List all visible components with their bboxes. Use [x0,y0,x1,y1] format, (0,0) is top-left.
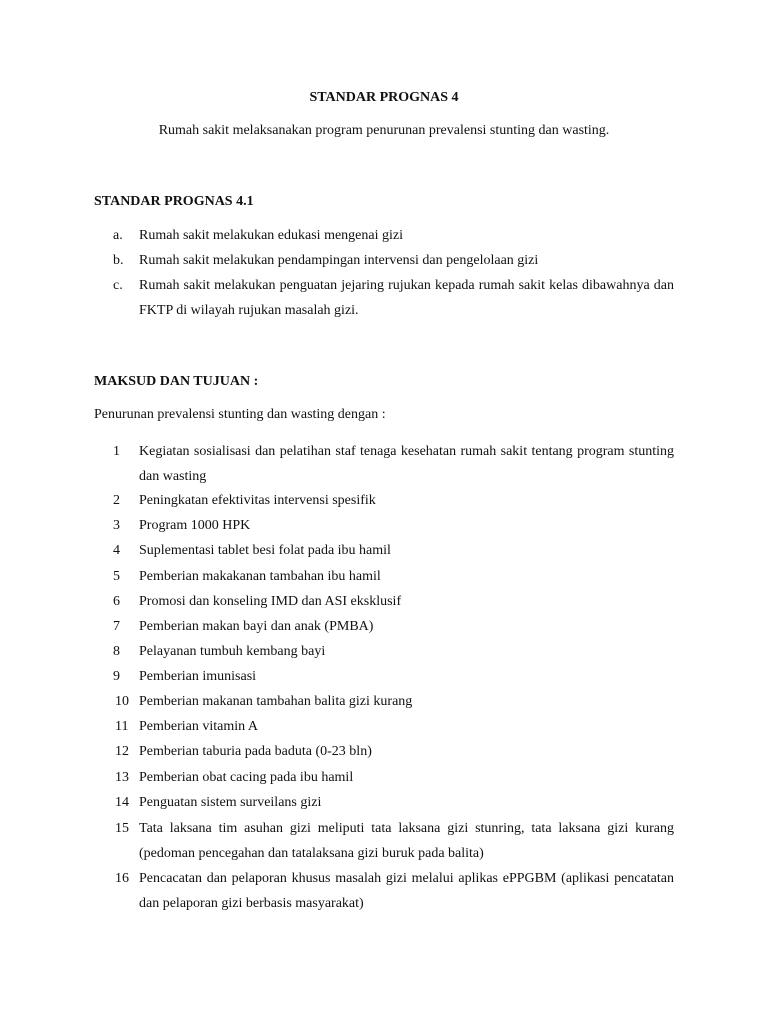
list-item-text: Kegiatan sosialisasi dan pelatihan staf tenaga kesehatan rumah sakit tentang program stunting dan wasting [139,444,674,484]
list-marker: 13 [115,770,129,785]
list-item-text: Pemberian makanan tambahan balita gizi kurang [139,694,413,709]
list-item-text: Rumah sakit melakukan pendampingan intervensi dan pengelolaan gizi [139,253,539,268]
list-item-text: Rumah sakit melakukan edukasi mengenai gizi [139,228,403,243]
list-item-text: Promosi dan konseling IMD dan ASI eksklusif [139,594,402,609]
list-item-text: Rumah sakit melakukan penguatan jejaring rujukan kepada rumah sakit kelas dibawahnya dan FKTP di wilayah rujukan masalah gizi. [139,278,674,318]
list-item-text: Peningkatan efektivitas intervensi spesifik [139,493,376,508]
list-marker: 4 [113,543,120,558]
section-heading-purpose: MAKSUD DAN TUJUAN : [94,374,259,389]
list-marker: 11 [115,719,129,734]
list-marker: 1 [113,444,120,459]
list-item-text: Suplementasi tablet besi folat pada ibu hamil [139,543,391,558]
list-marker: 5 [113,569,120,584]
list-marker: 14 [115,795,129,810]
section-heading-4-1: STANDAR PROGNAS 4.1 [94,194,254,209]
list-marker: 16 [115,871,129,886]
list-marker: 6 [113,594,120,609]
list-item-text: Program 1000 HPK [139,518,251,533]
list-marker: 2 [113,493,120,508]
list-item-text: Tata laksana tim asuhan gizi meliputi tata laksana gizi stunring, tata laksana gizi kurang (pedoman pencegahan dan tatalaksana gizi buruk pada balita) [139,821,674,861]
list-item-text: Penguatan sistem surveilans gizi [139,795,322,810]
list-marker: 3 [113,518,120,533]
list-marker: 15 [115,821,129,836]
list-item-text: Pemberian makan bayi dan anak (PMBA) [139,619,374,634]
list-item-text: Pemberian vitamin A [139,719,258,734]
list-marker: 9 [113,669,120,684]
list-marker: b. [113,253,124,268]
list-item-text: Pemberian taburia pada baduta (0-23 bln) [139,744,372,759]
document-subtitle: Rumah sakit melaksanakan program penurunan prevalensi stunting dan wasting. [158,123,610,138]
document-title: STANDAR PROGNAS 4 [309,90,459,105]
list-marker: 12 [115,744,129,759]
list-marker: 10 [115,694,129,709]
list-item-text: Pemberian obat cacing pada ibu hamil [139,770,354,785]
list-item-text: Pemberian imunisasi [139,669,257,684]
list-marker: 8 [113,644,120,659]
purpose-intro: Penurunan prevalensi stunting dan wasting dengan : [94,407,386,422]
list-item-text: Pelayanan tumbuh kembang bayi [139,644,326,659]
list-item-text: Pencacatan dan pelaporan khusus masalah gizi melalui aplikas ePPGBM (aplikasi pencatatan dan pelaporan gizi berbasis masyarakat) [139,871,674,911]
list-item-text: Pemberian makakanan tambahan ibu hamil [139,569,381,584]
list-marker: 7 [113,619,120,634]
list-marker: c. [113,278,123,293]
list-marker: a. [113,228,123,243]
